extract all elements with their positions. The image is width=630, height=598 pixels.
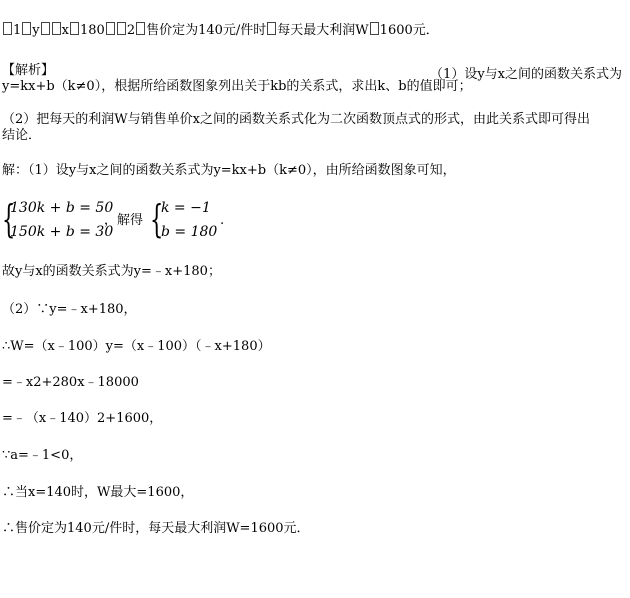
solution-k: k = −1 bbox=[161, 200, 211, 216]
brace-icon: { bbox=[150, 197, 164, 241]
solve-text: ，解得 bbox=[104, 213, 144, 228]
missing-glyph-box bbox=[41, 22, 50, 35]
step-line-4: =﹣x2+280x﹣18000 bbox=[2, 375, 139, 390]
missing-glyph-box bbox=[370, 22, 379, 35]
analysis-part2-b: 结论． bbox=[2, 128, 42, 143]
analysis-part1-right: （1）设y与x之间的函数关系式为 bbox=[430, 67, 622, 82]
period: . bbox=[220, 213, 225, 228]
solution-b: b = 180 bbox=[161, 224, 218, 240]
answer-line bbox=[2, 22, 439, 39]
step-line-6: ∵a=﹣1<0， bbox=[2, 448, 83, 463]
missing-glyph-box bbox=[70, 22, 79, 35]
missing-glyph-box bbox=[267, 22, 276, 35]
answer-part: y bbox=[32, 23, 40, 38]
answer-part: 1 bbox=[13, 23, 22, 38]
solution-intro: 解：（1）设y与x之间的函数关系式为y=kx+b（k≠0），由所给函数图象可知， bbox=[2, 163, 456, 178]
brace-icon: { bbox=[2, 197, 16, 241]
answer-part: 1600元． bbox=[379, 23, 439, 38]
step-line-5: =﹣（x﹣140）2+1600， bbox=[2, 411, 163, 426]
answer-part: 售价定为140元/件时 bbox=[146, 23, 267, 38]
missing-glyph-box bbox=[136, 22, 145, 35]
analysis-tag: 【解析】 bbox=[2, 63, 55, 78]
equation-system-2 bbox=[150, 198, 230, 244]
final-answer-line: ∴售价定为140元/件时，每天最大利润W=1600元． bbox=[2, 521, 310, 536]
missing-glyph-box bbox=[117, 22, 126, 35]
missing-glyph-box bbox=[106, 22, 115, 35]
step-line-2: （2）∵y=﹣x+180， bbox=[2, 302, 137, 317]
missing-glyph-box bbox=[22, 22, 31, 35]
step-line-7: ∴当x=140时，W最大=1600， bbox=[2, 485, 194, 500]
step-line-3: ∴W=（x﹣100）y=（x﹣100）（﹣x+180） bbox=[2, 339, 271, 354]
analysis-part2-a: （2）把每天的利润W与销售单价x之间的函数关系式化为二次函数顶点式的形式，由此关系式即可得出 bbox=[2, 112, 590, 127]
missing-glyph-box bbox=[3, 22, 12, 35]
missing-glyph-box bbox=[52, 22, 61, 35]
equation-1: 130k + b = 50 bbox=[10, 200, 114, 216]
result-line-1: 故y与x的函数关系式为y=﹣x+180； bbox=[2, 264, 221, 279]
answer-part: 180 bbox=[79, 23, 105, 38]
answer-part: x bbox=[61, 23, 69, 38]
analysis-part1-cont: y=kx+b（k≠0），根据所给函数图象列出关于kb的关系式，求出k、b的值即可； bbox=[2, 79, 472, 94]
answer-part: 2 bbox=[126, 23, 136, 38]
equation-2: 150k + b = 30 bbox=[10, 224, 114, 240]
answer-part: 每天最大利润W bbox=[277, 23, 369, 38]
